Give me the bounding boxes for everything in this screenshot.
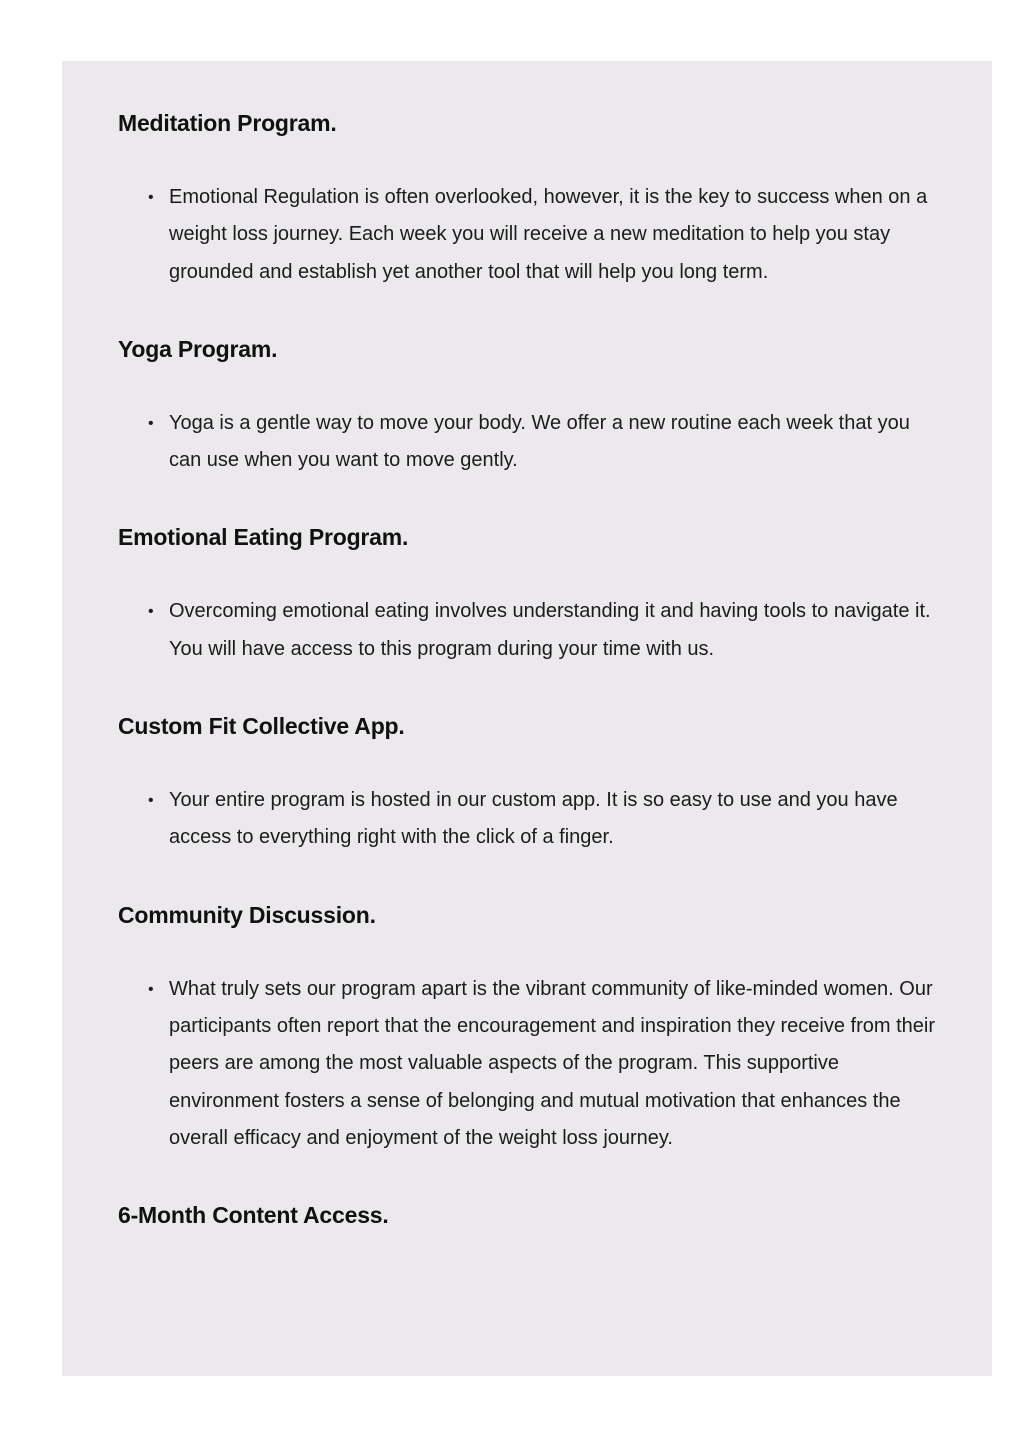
bullet-list-app	[118, 782, 992, 857]
section-title-yoga: Yoga Program.	[118, 335, 278, 362]
bullet-item: • Emotional Regulation is often overlooked, however, it is the key to success when on a weight loss journey. Each week you will receive a new meditation to help you stay grounded and establish yet another tool that will help you long term.	[118, 179, 939, 291]
bullet-list-community	[118, 971, 992, 1157]
section-title-content-access: 6-Month Content Access.	[118, 1202, 389, 1229]
bullet-item: • What truly sets our program apart is the vibrant community of like-minded women. Our participants often report that the encouragement and inspiration they receive from their peers are among the most valuable aspects of the program. This supportive environment fosters a sense of belonging and mutual motivation that enhances the overall efficacy and enjoyment of the weight loss journey.	[118, 971, 939, 1157]
section-title-meditation: Meditation Program.	[118, 110, 337, 136]
section-title-community: Community Discussion.	[118, 901, 376, 928]
section-title-emotional-eating: Emotional Eating Program.	[118, 524, 409, 551]
section-title-app: Custom Fit Collective App.	[118, 713, 405, 740]
bullet-list-meditation	[118, 179, 992, 291]
bullet-item: • Yoga is a gentle way to move your body. We offer a new routine each week that you can use when you want to move gently.	[118, 405, 939, 480]
bullet-item: • Your entire program is hosted in our custom app. It is so easy to use and you have access to everything right with the click of a finger.	[118, 782, 939, 857]
bullet-item: • Overcoming emotional eating involves understanding it and having tools to navigate it. You will have access to this program during your time with us.	[118, 593, 939, 668]
bullet-list-emotional-eating	[118, 593, 992, 668]
bullet-list-yoga	[118, 405, 992, 480]
content-panel	[62, 61, 992, 1376]
